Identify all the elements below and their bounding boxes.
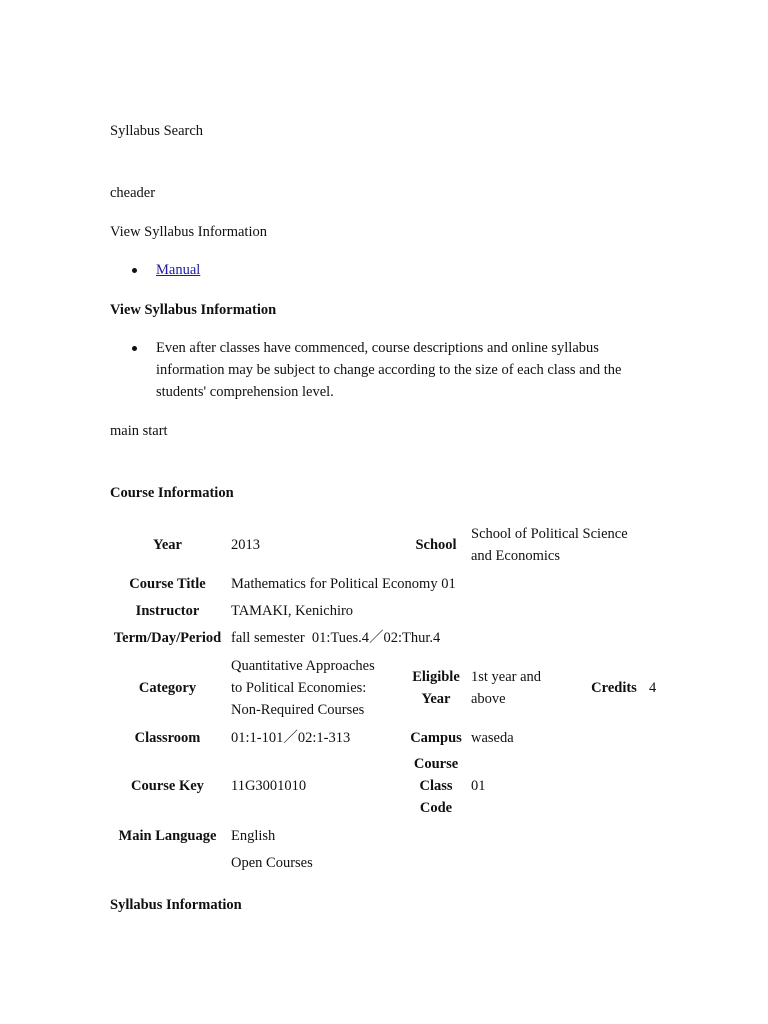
term-label: Term/Day/Period	[113, 630, 222, 646]
main-language-label: Main Language	[118, 828, 217, 844]
class-code-label-line1: Course	[413, 756, 459, 772]
instructor-label: Instructor	[135, 603, 200, 619]
category-value-line2: to Political Economies:	[231, 680, 367, 696]
bullet-icon	[132, 268, 137, 273]
syllabus-info-heading: Syllabus Information	[110, 897, 242, 913]
instructor-value: TAMAKI, Kenichiro	[231, 603, 354, 619]
campus-label: Campus	[410, 730, 462, 746]
classroom-label: Classroom	[134, 730, 201, 746]
class-code-label-line3: Code	[419, 800, 453, 816]
school-label: School	[415, 537, 457, 553]
bullet-icon	[132, 346, 137, 351]
manual-link[interactable]: Manual	[156, 262, 201, 278]
course-key-label: Course Key	[131, 778, 204, 794]
eligible-value-line2: above	[471, 691, 506, 707]
course-key-value: 11G3001010	[231, 778, 307, 794]
course-title-label: Course Title	[129, 576, 206, 592]
notice-text: Even after classes have commenced, course descriptions and online syllabus information may be subject to change according to the size of each class and the students' comprehension level.	[156, 340, 622, 400]
category-value-line3: Non-Required Courses	[231, 702, 365, 718]
eligible-label-line2: Year	[421, 691, 451, 707]
main-language-value: English	[231, 828, 276, 844]
school-value-line1: School of Political Science	[471, 526, 628, 542]
year-label: Year	[153, 537, 182, 553]
year-value: 2013	[231, 537, 260, 553]
notice-heading: View Syllabus Information	[110, 302, 277, 318]
term-value: fall semester 01:Tues.4／02:Thur.4	[231, 630, 441, 646]
category-label: Category	[138, 680, 197, 696]
course-title-value: Mathematics for Political Economy 01	[231, 576, 456, 592]
site-title: Syllabus Search	[110, 123, 204, 139]
eligible-label-line1: Eligible	[412, 669, 460, 685]
credits-value: 4	[649, 680, 657, 696]
cheader-label: cheader	[110, 185, 156, 201]
main-start-label: main start	[110, 423, 168, 439]
eligible-value-line1: 1st year and	[471, 669, 542, 685]
campus-value: waseda	[471, 730, 514, 746]
classroom-value: 01:1-101／02:1-313	[231, 730, 351, 746]
class-code-label-line2: Class	[419, 778, 453, 794]
open-courses-label: Open Courses	[231, 855, 313, 871]
category-value-line1: Quantitative Approaches	[231, 658, 375, 674]
credits-label: Credits	[591, 680, 637, 696]
class-code-value: 01	[471, 778, 486, 794]
view-syllabus-title: View Syllabus Information	[110, 224, 267, 240]
course-info-heading: Course Information	[110, 485, 234, 501]
school-value-line2: and Economics	[471, 548, 560, 564]
